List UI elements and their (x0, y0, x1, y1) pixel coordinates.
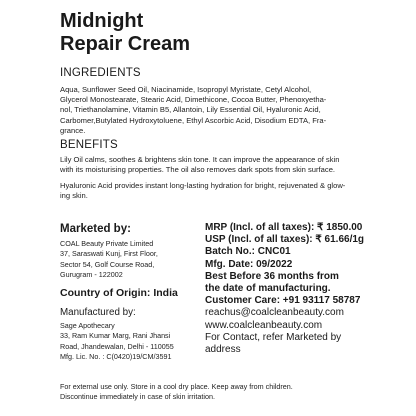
best-before-line-1: Best Before 36 months from (205, 270, 339, 282)
warning-line-1: For external use only. Store in a cool dry place. Keep away from children. (60, 382, 293, 391)
contact-note-line-2: address (205, 344, 241, 356)
warning-line-2: Discontinue immediately in case of skin irritation. (60, 392, 215, 402)
benefits-paragraph-1 (60, 155, 390, 175)
support-email[interactable]: reachus@coalcleanbeauty.com (205, 307, 344, 319)
address-line: Sage Apothecary (60, 321, 115, 330)
contact-note-line-1: For Contact, refer Marketed by (205, 331, 342, 343)
marketed-by-block (60, 222, 200, 281)
address-line: 37, Saraswati Kunj, First Floor, (60, 249, 158, 259)
ingredients-line: nol, Triethanolamine, Vitamin B5, Allantoin, Lily Essential Oil, Hyaluronic Acid, (60, 105, 321, 115)
address-line: Sector 54, Golf Course Road, (60, 259, 155, 269)
benefits-heading: BENEFITS (60, 139, 118, 151)
marketed-by-heading: Marketed by: (60, 223, 131, 235)
pricing-block (205, 222, 405, 356)
batch-number: Batch No.: CNC01 (205, 246, 291, 258)
manufactured-by-block (60, 307, 200, 363)
benefits-paragraph-2 (60, 181, 390, 201)
website-link[interactable]: www.coalcleanbeauty.com (205, 319, 323, 331)
best-before-line-2: the date of manufacturing. (205, 283, 331, 295)
manufactured-by-address (60, 321, 200, 363)
address-line: Road, Jhandewalan, Delhi - 110055 (60, 341, 174, 351)
benefits-line: with its moisturising properties. The oil also removes dark spots from skin surface. (60, 165, 336, 175)
customer-care: Customer Care: +91 93117 58787 (205, 295, 361, 307)
mrp-price: MRP (Incl. of all taxes): ₹ 1850.00 (205, 222, 363, 233)
benefits-line: Hyaluronic Acid provides instant long-lasting hydration for bright, rejuvenated & glow- (60, 181, 346, 190)
product-title (60, 10, 190, 56)
ingredients-list (60, 85, 390, 136)
product-title-line-1: Midnight (60, 10, 144, 32)
ingredients-heading: INGREDIENTS (60, 67, 141, 79)
address-line: COAL Beauty Private Limited (60, 239, 154, 248)
usp-price: USP (Incl. of all taxes): ₹ 61.66/1g (205, 234, 365, 246)
manufactured-by-heading: Manufactured by: (60, 307, 136, 318)
ingredients-line: Aqua, Sunflower Seed Oil, Niacinamide, Isopropyl Myristate, Cetyl Alcohol, (60, 85, 312, 94)
usage-warning (60, 382, 405, 402)
address-line: 33, Ram Kumar Marg, Rani Jhansi (60, 331, 171, 341)
benefits-line: Lily Oil calms, soothes & brightens skin tone. It can improve the appearance of skin (60, 155, 340, 164)
marketed-by-address (60, 239, 200, 281)
mfg-date: Mfg. Date: 09/2022 (205, 258, 293, 270)
license-number: Mfg. Lic. No. : C(0420)19/CM/3591 (60, 352, 172, 362)
ingredients-line: Glycerol Monostearate, Stearic Acid, Dimethicone, Cocoa Butter, Phenoxyetha- (60, 95, 327, 105)
ingredients-line: Carbomer,Butylated Hydroxytoluene, Ethyl Ascorbic Acid, Disodium EDTA, Fra- (60, 115, 327, 125)
address-line: Gurugram - 122002 (60, 270, 123, 280)
ingredients-line: grance. (60, 125, 86, 135)
country-of-origin: Country of Origin: India (60, 287, 178, 299)
product-title-line-2: Repair Cream (60, 33, 191, 55)
benefits-line: ing skin. (60, 191, 88, 201)
